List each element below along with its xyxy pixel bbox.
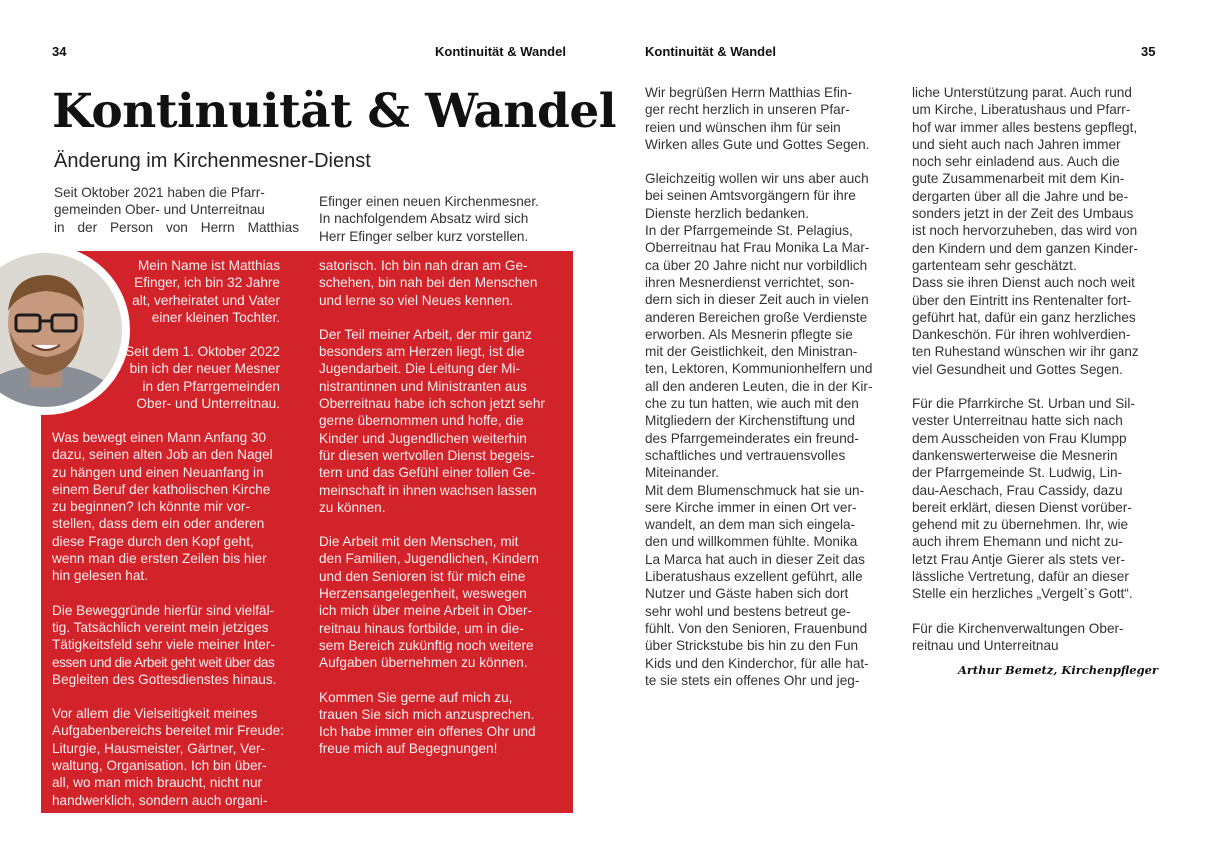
text-line: besonders am Herzen liegt, ist die (319, 344, 525, 360)
text-line: wenn man die ersten Zeilen bis hier (52, 551, 267, 567)
text-line: meinschaft in ihnen wachsen lassen (319, 482, 537, 498)
text-line: trauen Sie sich mich anzusprechen. (319, 706, 535, 722)
text-line: Seit Oktober 2021 haben die Pfarr- (54, 185, 265, 200)
red-box-intro (110, 257, 280, 412)
text-line: ihren Mesnerdienst verrichtet, son- (645, 274, 855, 290)
text-line: sem Bereich zukünftig noch weitere (319, 637, 534, 653)
text-line: zu hängen und einen Neuanfang in (52, 464, 264, 480)
right-page-column-2 (912, 84, 1158, 654)
text-line: Seit dem 1. Oktober 2022 (125, 344, 280, 360)
text-line: Jugendarbeit. Die Leitung der Mi- (319, 361, 520, 377)
text-line: noch sehr einladend aus. Auch die (912, 154, 1120, 170)
text-line: Für die Pfarrkirche St. Urban und Sil- (912, 396, 1135, 412)
text-line: Efinger, ich bin 32 Jahre (134, 275, 280, 291)
text-line: ten Ruhestand wünschen wir ihr ganz (912, 344, 1139, 360)
article-title: Kontinuität & Wandel (52, 84, 617, 139)
text-line: Herzensangelegenheit, weswegen (319, 586, 527, 602)
text-line: den Kindern und dem ganzen Kinder- (912, 240, 1138, 256)
text-line: sere Kirche immer in einen Ort ver- (645, 499, 857, 515)
text-line: ger recht herzlich in unseren Pfar- (645, 102, 850, 118)
text-line: in der Person von Herrn Matthias (54, 219, 299, 235)
text-line: gehend mit zu übernehmen. Ihr, wie (912, 517, 1129, 533)
text-line: bin ich der neuer Mesner (129, 361, 280, 377)
text-line: Liberatushaus exzellent geführt, alle (645, 569, 863, 585)
text-line: all den anderen Leuten, die in der Kir- (645, 378, 873, 394)
text-line: ten, Lektoren, Kommunionhelfern und (645, 361, 873, 377)
text-line: Mit dem Blumenschmuck hat sie un- (645, 482, 865, 498)
text-line: lässliche Vertretung, dafür an dieser (912, 569, 1129, 585)
text-line: in den Pfarrgemeinden (142, 378, 280, 394)
text-line: den Familien, Jugendlichen, Kindern (319, 551, 539, 567)
red-box-column-2 (319, 257, 565, 758)
text-line: über Strickstube bis hin zu den Fun (645, 638, 859, 654)
text-line: gemeinden Ober- und Unterreitnau (54, 202, 265, 218)
text-line: viel Gesundheit und Gottes Segen. (912, 361, 1123, 377)
text-line: Kommen Sie gerne auf mich zu, (319, 689, 513, 705)
text-line: Tätigkeitsfeld sehr viele meiner Inter- (52, 637, 275, 653)
text-line: schehen, bin nah bei den Menschen (319, 275, 538, 291)
text-line: einer kleinen Tochter. (151, 309, 280, 325)
text-line: alt, verheiratet und Vater (132, 292, 280, 308)
text-line: tern und das Gefühl einer tollen Ge- (319, 465, 536, 481)
text-line: ist noch hervorzuheben, das wird von (912, 223, 1138, 239)
text-line: einem Beruf der katholischen Kirche (52, 481, 271, 497)
red-box-column-1 (52, 429, 299, 809)
text-line: mit der Geistlichkeit, den Ministran- (645, 344, 858, 360)
text-line: dankenswerterweise die Mesnerin (912, 447, 1118, 463)
text-line: dazu, seinen alten Job an den Nagel (52, 447, 273, 463)
text-line: gartenteam sehr geschätzt. (912, 257, 1077, 273)
text-line: che zu tun hatten, wie auch mit den (645, 396, 859, 412)
left-page-number: 34 (52, 44, 67, 59)
right-page-column-1 (645, 84, 891, 689)
intro-column-2 (319, 193, 565, 245)
text-line: all, wo man mich braucht, nicht nur (52, 775, 263, 791)
text-line: In der Pfarrgemeinde St. Pelagius, (645, 223, 853, 239)
text-line: La Marca hat auch in dieser Zeit das (645, 551, 865, 567)
text-line: zu beginnen? Ich könnte mir vor- (52, 499, 250, 515)
text-line: um Kirche, Liberatushaus und Pfarr- (912, 102, 1131, 118)
text-line: Oberreitnau habe ich schon jetzt sehr (319, 396, 545, 412)
text-line: Was bewegt einen Mann Anfang 30 (52, 430, 267, 445)
right-running-title: Kontinuität & Wandel (645, 44, 776, 59)
text-line: des Pfarrgemeinderates ein freund- (645, 430, 859, 446)
text-line: Für die Kirchenverwaltungen Ober- (912, 620, 1124, 636)
text-line: ich mich über meine Arbeit in Ober- (319, 603, 533, 619)
text-line: Liturgie, Hausmeister, Gärtner, Ver- (52, 740, 266, 756)
text-line: reitnau hinaus fortbilde, um in die- (319, 620, 524, 636)
text-line: hof war immer alles bestens gepflegt, (912, 119, 1138, 135)
text-line: Mein Name ist Matthias (137, 258, 280, 273)
text-line: dau-Aeschach, Frau Cassidy, dazu (912, 482, 1123, 498)
text-line: diese Frage durch den Kopf geht, (52, 533, 254, 549)
right-page-number: 35 (1141, 44, 1156, 59)
text-line: Oberreitnau hat Frau Monika La Mar- (645, 240, 870, 256)
article-subtitle: Änderung im Kirchenmesner-Dienst (54, 150, 371, 172)
signature: Arthur Bemetz, Kirchenpfleger (957, 663, 1158, 677)
text-line: handwerklich, sondern auch organi- (52, 792, 268, 808)
text-line: sehr wohl und bestens betreut ge- (645, 603, 851, 619)
text-line: Nutzer und Gäste haben sich dort (645, 586, 849, 602)
text-line: anderen Bereichen große Verdienste (645, 309, 868, 325)
text-line: hin gelesen hat. (52, 568, 148, 584)
text-line: Herr Efinger selber kurz vorstellen. (319, 228, 529, 244)
text-line: reitnau und Unterreitnau (912, 637, 1059, 653)
text-line: ca über 20 Jahre nicht nur vorbildlich (645, 257, 868, 273)
text-line: geführt hat, dafür ein ganz herzliches (912, 309, 1136, 325)
text-line: Efinger einen neuen Kirchenmesner. (319, 194, 539, 209)
intro-column-1 (54, 184, 299, 236)
text-line: stellen, dass dem ein oder anderen (52, 516, 265, 532)
text-line: Die Beweggründe hierfür sind vielfäl- (52, 602, 275, 618)
text-line: schaftliches und vertrauensvolles (645, 447, 846, 463)
text-line: In nachfolgendem Absatz wird sich (319, 211, 529, 227)
text-line: dern sich in dieser Zeit auch in vielen (645, 292, 869, 308)
text-line: sonders jetzt in der Zeit des Umbaus (912, 206, 1134, 222)
text-line: Die Arbeit mit den Menschen, mit (319, 534, 519, 550)
text-line: Wirken alles Gute und Gottes Segen. (645, 136, 870, 152)
text-line: freue mich auf Begegnungen! (319, 741, 498, 757)
text-line: Stelle ein herzliches „Vergelt`s Gott“. (912, 586, 1133, 602)
text-line: vester Unterreitnau hatte sich nach (912, 413, 1123, 429)
text-line: te sie stets ein offenes Ohr und jeg- (645, 672, 860, 688)
text-line: zu können. (319, 499, 386, 515)
text-line: für diesen wertvollen Dienst begeis- (319, 447, 535, 463)
text-line: Dass sie ihren Dienst auch noch weit (912, 275, 1135, 291)
text-line: der Pfarrgemeinde St. Ludwig, Lin- (912, 465, 1123, 481)
text-line: den und willkommen fühlte. Monika (645, 534, 858, 550)
text-line: waltung, Organisation. Ich bin über- (52, 758, 267, 774)
text-line: nistrantinnen und Ministranten aus (319, 378, 527, 394)
text-line: Ich habe immer ein offenes Ohr und (319, 724, 536, 740)
text-line: über den Eintritt ins Rentenalter fort- (912, 292, 1132, 308)
text-line: Gleichzeitig wollen wir uns aber auch (645, 171, 869, 187)
text-line: Ober- und Unterreitnau. (136, 396, 280, 412)
text-line: reien und wünschen ihm für sein (645, 119, 841, 135)
text-line: gerne übernommen und hoffe, die (319, 413, 524, 429)
text-line: dem Ausscheiden von Frau Klumpp (912, 430, 1127, 446)
text-line: und sieht auch nach Jahren immer (912, 136, 1121, 152)
text-line: erworben. Als Mesnerin pflegte sie (645, 326, 853, 342)
text-line: Begleiten des Gottesdienstes hinaus. (52, 671, 277, 687)
text-line: Vor allem die Vielseitigkeit meines (52, 706, 258, 722)
text-line: Dankeschön. Für ihren wohlverdien- (912, 327, 1131, 343)
text-line: Aufgaben übernehmen zu können. (319, 655, 528, 671)
text-line: bei seinen Amtsvorgängern für ihre (645, 188, 856, 204)
text-line: gute Zusammenarbeit mit dem Kin- (912, 171, 1125, 187)
text-line: Miteinander. (645, 465, 720, 481)
text-line: Der Teil meiner Arbeit, der mir ganz (319, 326, 532, 342)
text-line: bereit erklärt, diesen Dienst vorüber- (912, 499, 1132, 515)
text-line: auch ihrem Ehemann und nicht zu- (912, 534, 1123, 550)
text-line: tig. Tatsächlich vereint mein jetziges (52, 619, 269, 635)
text-line: Wir begrüßen Herrn Matthias Efin- (645, 85, 852, 100)
text-line: fühlt. Von den Senioren, Frauenbund (645, 620, 868, 636)
text-line: liche Unterstützung parat. Auch rund (912, 85, 1132, 100)
text-line: letzt Frau Antje Gierer als stets ver- (912, 551, 1126, 567)
text-line: Dienste herzlich bedanken. (645, 205, 809, 221)
text-line: dergarten über all die Jahre und be- (912, 188, 1129, 204)
text-line: wandelt, an dem man sich eingela- (645, 517, 856, 533)
text-line: Aufgabenbereichs bereitet mir Freude: (52, 723, 284, 739)
text-line: satorisch. Ich bin nah dran am Ge- (319, 258, 528, 273)
text-line: Kids und den Kinderchor, für alle hat- (645, 655, 869, 671)
text-line: Mitgliedern der Kirchenstiftung und (645, 413, 856, 429)
text-line: essen und die Arbeit geht weit über das (52, 654, 275, 670)
left-running-title: Kontinuität & Wandel (435, 44, 566, 59)
text-line: und lerne so viel Neues kennen. (319, 292, 514, 308)
text-line: und den Senioren ist für mich eine (319, 568, 526, 584)
text-line: Kinder und Jugendlichen weiterhin (319, 430, 527, 446)
